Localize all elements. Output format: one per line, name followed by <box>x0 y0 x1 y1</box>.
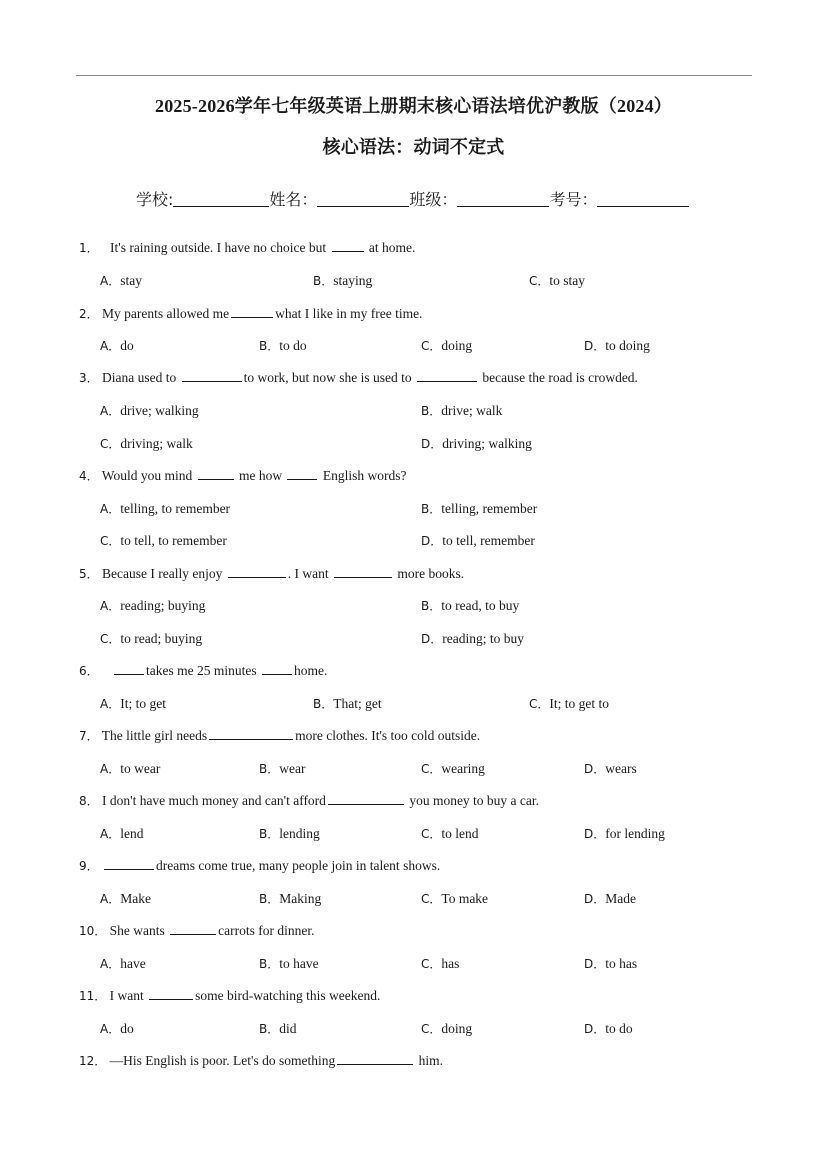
option-letter: B． <box>259 762 280 776</box>
question-number: 4． <box>79 469 99 483</box>
option-b[interactable] <box>259 825 320 842</box>
option-letter: C． <box>421 1022 442 1036</box>
option-c[interactable] <box>100 630 202 647</box>
option-letter: D． <box>584 1022 606 1036</box>
question-text: me how <box>235 468 286 483</box>
option-letter: A． <box>100 892 121 906</box>
answer-blank[interactable] <box>231 306 273 318</box>
option-letter: D． <box>421 632 443 646</box>
option-letter: A． <box>100 697 121 711</box>
option-text: To make <box>441 891 489 906</box>
option-letter: D． <box>421 534 443 548</box>
option-letter: A． <box>100 1022 121 1036</box>
option-text: to read; buying <box>120 631 203 646</box>
option-text: wearing <box>441 761 485 776</box>
answer-blank[interactable] <box>182 370 242 382</box>
question-11 <box>79 987 380 1004</box>
question-12 <box>79 1052 443 1069</box>
option-letter: D． <box>421 437 443 451</box>
option-letter: D． <box>584 762 606 776</box>
option-a[interactable] <box>100 402 199 419</box>
question-text: Diana used to <box>102 370 180 385</box>
option-letter: A． <box>100 339 121 353</box>
option-text: Make <box>120 891 151 906</box>
answer-blank[interactable] <box>104 858 154 870</box>
option-letter: B． <box>421 599 442 613</box>
option-letter: C． <box>421 892 442 906</box>
question-text: English words? <box>319 468 407 483</box>
question-number: 1． <box>79 241 99 255</box>
question-9 <box>79 857 440 874</box>
option-d[interactable] <box>421 532 535 549</box>
question-number: 11． <box>79 989 107 1003</box>
option-b[interactable] <box>421 597 519 614</box>
option-letter: B． <box>259 892 280 906</box>
question-1 <box>79 239 415 256</box>
option-letter: C． <box>421 339 442 353</box>
option-letter: C． <box>100 534 121 548</box>
document-subtitle: 核心语法：动词不定式 <box>322 137 505 157</box>
option-b[interactable] <box>259 1020 297 1037</box>
option-a[interactable] <box>100 272 142 289</box>
option-text: That; get <box>333 696 382 711</box>
option-d[interactable] <box>421 630 524 647</box>
option-text: to wear <box>120 761 161 776</box>
option-b[interactable] <box>259 760 305 777</box>
question-text: more books. <box>393 566 465 581</box>
option-text: staying <box>333 273 373 288</box>
option-a[interactable] <box>100 825 143 842</box>
question-3 <box>79 369 638 386</box>
option-d[interactable] <box>584 1020 633 1037</box>
option-d[interactable] <box>584 337 650 354</box>
option-letter: B． <box>259 827 280 841</box>
option-letter: D． <box>584 957 606 971</box>
option-letter: A． <box>100 274 121 288</box>
question-text: carrots for dinner. <box>218 923 315 938</box>
option-letter: D． <box>584 892 606 906</box>
question-6 <box>79 662 327 679</box>
option-text: wear <box>279 761 306 776</box>
document-title: 2025-2026学年七年级英语上册期末核心语法培优沪教版（2024） <box>155 96 672 116</box>
question-number: 7． <box>79 729 99 743</box>
option-b[interactable] <box>259 955 319 972</box>
answer-blank[interactable] <box>287 468 317 480</box>
question-number: 5． <box>79 567 99 581</box>
question-text: because the road is crowded. <box>479 370 638 385</box>
question-5 <box>79 565 464 582</box>
question-text: I want <box>109 988 148 1003</box>
question-text: I don't have much money and can't afford <box>102 793 326 808</box>
option-text: to doing <box>605 338 650 353</box>
option-text: do <box>120 1021 134 1036</box>
option-letter: C． <box>100 632 121 646</box>
option-text: to has <box>605 956 638 971</box>
option-letter: B． <box>259 1022 280 1036</box>
option-text: telling, to remember <box>120 501 231 516</box>
question-number: 12． <box>79 1054 107 1068</box>
option-text: to do <box>279 338 307 353</box>
option-d[interactable] <box>421 435 532 452</box>
option-text: to have <box>279 956 319 971</box>
option-letter: C． <box>100 437 121 451</box>
option-c[interactable] <box>529 272 585 289</box>
option-b[interactable] <box>421 402 502 419</box>
question-text: what I like in my free time. <box>275 306 423 321</box>
option-c[interactable] <box>421 760 485 777</box>
class-field[interactable] <box>457 205 549 207</box>
option-text: to lend <box>441 826 479 841</box>
question-text: —His English is poor. Let's do something <box>109 1053 336 1068</box>
question-text: you money to buy a car. <box>405 793 540 808</box>
question-2 <box>79 305 422 322</box>
question-text: him. <box>415 1053 443 1068</box>
option-text: doing <box>441 1021 473 1036</box>
option-text: driving; walking <box>442 436 532 451</box>
class-label: 班级： <box>409 190 458 209</box>
option-letter: C． <box>529 274 550 288</box>
answer-blank[interactable] <box>209 728 293 740</box>
option-a[interactable] <box>100 695 166 712</box>
option-b[interactable] <box>421 500 537 517</box>
option-a[interactable] <box>100 337 134 354</box>
answer-blank[interactable] <box>417 370 477 382</box>
exam-number-field[interactable] <box>597 205 689 207</box>
answer-blank[interactable] <box>228 566 286 578</box>
option-letter: B． <box>421 404 442 418</box>
header-rule <box>76 75 752 76</box>
option-text: to stay <box>549 273 586 288</box>
question-text: . I want <box>287 566 332 581</box>
option-letter: A． <box>100 404 121 418</box>
option-letter: B． <box>259 339 280 353</box>
option-text: Made <box>605 891 636 906</box>
option-d[interactable] <box>584 955 637 972</box>
answer-blank[interactable] <box>170 923 216 935</box>
option-text: did <box>279 1021 297 1036</box>
question-8 <box>79 792 539 809</box>
school-label: 学校: <box>136 190 174 209</box>
question-text: Because I really enjoy <box>102 566 226 581</box>
question-text: home. <box>294 663 328 678</box>
option-text: for lending <box>605 826 665 841</box>
answer-blank[interactable] <box>332 240 364 252</box>
option-text: to read, to buy <box>441 598 520 613</box>
option-letter: B． <box>259 957 280 971</box>
option-text: have <box>120 956 146 971</box>
option-text: lend <box>120 826 144 841</box>
answer-blank[interactable] <box>114 663 144 675</box>
option-c[interactable] <box>100 435 193 452</box>
option-text: to tell, to remember <box>120 533 227 548</box>
answer-blank[interactable] <box>198 468 234 480</box>
question-text: The little girl needs <box>101 728 208 743</box>
answer-blank[interactable] <box>328 793 404 805</box>
option-text: reading; to buy <box>442 631 524 646</box>
question-text: She wants <box>109 923 169 938</box>
option-text: stay <box>120 273 142 288</box>
option-d[interactable] <box>584 760 637 777</box>
question-text: takes me 25 minutes <box>146 663 260 678</box>
exam-number-label: 考号： <box>549 190 598 209</box>
option-text: lending <box>279 826 320 841</box>
option-d[interactable] <box>584 890 636 907</box>
question-number: 9． <box>79 859 99 873</box>
student-info-line <box>136 187 689 210</box>
option-b[interactable] <box>313 695 382 712</box>
question-4 <box>79 467 406 484</box>
option-c[interactable] <box>421 890 488 907</box>
option-text: telling, remember <box>441 501 538 516</box>
option-letter: C． <box>421 827 442 841</box>
option-c[interactable] <box>421 955 459 972</box>
option-letter: C． <box>529 697 550 711</box>
option-letter: C． <box>421 762 442 776</box>
option-a[interactable] <box>100 597 205 614</box>
option-letter: A． <box>100 502 121 516</box>
question-text: at home. <box>365 240 416 255</box>
option-text: reading; buying <box>120 598 206 613</box>
option-letter: B． <box>421 502 442 516</box>
option-letter: A． <box>100 957 121 971</box>
answer-blank[interactable] <box>337 1053 413 1065</box>
answer-blank[interactable] <box>262 663 292 675</box>
option-c[interactable] <box>421 1020 472 1037</box>
option-text: wears <box>605 761 637 776</box>
option-text: do <box>120 338 134 353</box>
school-field[interactable] <box>173 205 269 207</box>
option-text: It; to get to <box>549 696 610 711</box>
question-number: 6． <box>79 664 99 678</box>
option-text: drive; walking <box>120 403 199 418</box>
option-text: Making <box>279 891 322 906</box>
question-text: more clothes. It's too cold outside. <box>295 728 481 743</box>
answer-blank[interactable] <box>334 566 392 578</box>
question-text: My parents allowed me <box>102 306 230 321</box>
question-number: 3． <box>79 371 99 385</box>
option-c[interactable] <box>421 825 479 842</box>
option-letter: A． <box>100 827 121 841</box>
option-c[interactable] <box>100 532 227 549</box>
option-c[interactable] <box>421 337 472 354</box>
option-letter: D． <box>584 827 606 841</box>
option-text: driving; walk <box>120 436 193 451</box>
answer-blank[interactable] <box>149 988 193 1000</box>
option-b[interactable] <box>259 890 321 907</box>
option-letter: A． <box>100 762 121 776</box>
option-d[interactable] <box>584 825 665 842</box>
option-a[interactable] <box>100 760 160 777</box>
option-letter: D． <box>584 339 606 353</box>
question-text: It's raining outside. I have no choice but <box>110 240 330 255</box>
question-text: to work, but now she is used to <box>243 370 415 385</box>
name-field[interactable] <box>317 205 409 207</box>
option-text: drive; walk <box>441 403 503 418</box>
option-text: doing <box>441 338 473 353</box>
question-number: 10． <box>79 924 107 938</box>
question-text: some bird-watching this weekend. <box>195 988 381 1003</box>
question-7 <box>79 727 480 744</box>
option-a[interactable] <box>100 1020 134 1037</box>
option-text: It; to get <box>120 696 166 711</box>
option-letter: B． <box>313 697 334 711</box>
option-c[interactable] <box>529 695 609 712</box>
question-number: 2． <box>79 307 99 321</box>
option-text: to tell, remember <box>442 533 535 548</box>
option-a[interactable] <box>100 955 146 972</box>
question-10 <box>79 922 315 939</box>
option-a[interactable] <box>100 890 151 907</box>
name-label: 姓名： <box>269 190 318 209</box>
question-text: dreams come true, many people join in talent shows. <box>156 858 441 873</box>
option-letter: A． <box>100 599 121 613</box>
question-number: 8． <box>79 794 99 808</box>
option-a[interactable] <box>100 500 230 517</box>
option-b[interactable] <box>313 272 372 289</box>
option-text: has <box>441 956 460 971</box>
option-b[interactable] <box>259 337 307 354</box>
question-text: Would you mind <box>101 468 196 483</box>
option-text: to do <box>605 1021 633 1036</box>
option-letter: B． <box>313 274 334 288</box>
option-letter: C． <box>421 957 442 971</box>
